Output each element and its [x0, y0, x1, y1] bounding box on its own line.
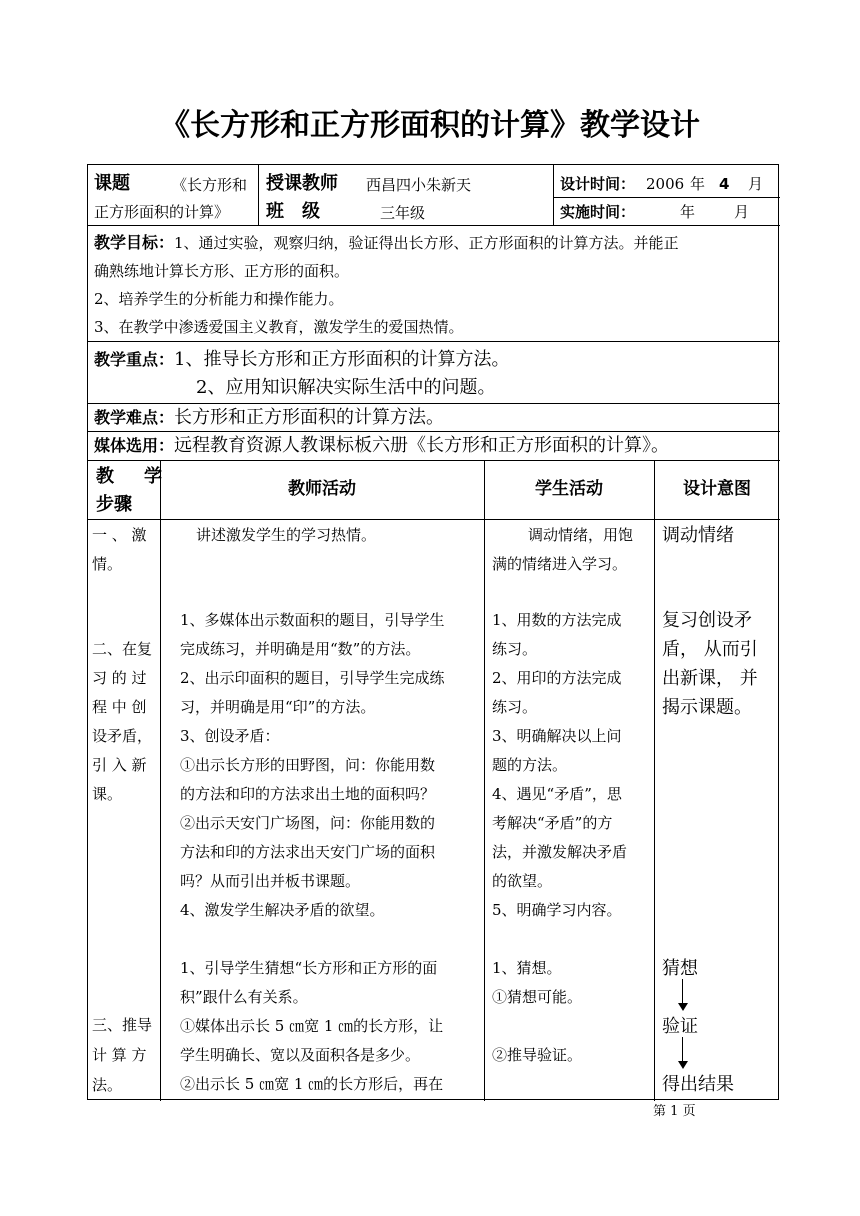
s2-teacher-0: 1、多媒体出示数面积的题目，引导学生	[180, 611, 445, 629]
col-step-line2: 步骤	[96, 494, 132, 515]
design-time-label: 设计时间：	[560, 175, 636, 193]
design-time-month-unit: 月	[748, 175, 764, 193]
difficulty-text: 长方形和正方形面积的计算方法。	[174, 407, 445, 428]
difficulty-label: 教学难点：	[94, 408, 175, 427]
s2-teacher-5: ①出示长方形的田野图，问：你能用数	[180, 756, 436, 774]
course-value-line2: 正方形面积的计算》	[94, 203, 230, 221]
s1-teacher-line1: 讲述激发学生的学习热情。	[196, 526, 377, 544]
s2-student-3: 练习。	[492, 698, 538, 716]
s2-intent-3: 揭示课题。	[662, 697, 752, 718]
goals-line4: 3、在教学中渗透爱国主义教育，激发学生的爱国热情。	[94, 318, 464, 336]
impl-time-label: 实施时间：	[560, 203, 636, 221]
class-label: 班 级	[266, 201, 320, 222]
s2-student-8: 法，并激发解决矛盾	[492, 843, 628, 861]
s2-teacher-3: 习，并明确是用“印”的方法。	[180, 698, 376, 716]
s2-teacher-8: 方法和印的方法求出天安门广场的面积	[180, 843, 436, 861]
s2-intent-1: 盾， 从而引	[662, 639, 758, 660]
s2-student-6: 4、遇见“矛盾”，思	[492, 785, 622, 803]
s2-teacher-6: 的方法和印的方法求出土地的面积吗？	[180, 785, 436, 803]
col-intent: 设计意图	[683, 479, 751, 499]
goals-line1: 1、通过实验，观察归纳，验证得出长方形、正方形面积的计算方法。并能正	[174, 234, 679, 252]
s3-student-0: 1、猜想。	[492, 959, 562, 977]
col-student: 学生活动	[535, 479, 603, 499]
class-value: 三年级	[380, 204, 426, 222]
s3-teacher-2: ①媒体出示长 5 ㎝宽 1 ㎝的长方形，让	[180, 1017, 444, 1035]
s1-intent: 调动情绪	[662, 525, 734, 546]
s1-student-line2: 满的情绪进入学习。	[492, 555, 628, 573]
s2-step-3: 设矛盾，	[92, 727, 153, 745]
goals-line2: 确熟练地计算长方形、正方形的面积。	[94, 262, 350, 280]
s2-teacher-2: 2、出示印面积的题目，引导学生完成练	[180, 669, 445, 687]
s3-intent-1: 验证	[662, 1016, 698, 1037]
s3-intent-2: 得出结果	[662, 1074, 734, 1095]
flow-arrow-1	[682, 979, 683, 1009]
s2-intent-2: 出新课， 并	[662, 668, 758, 689]
s3-step-2: 法。	[92, 1076, 123, 1094]
s3-step-0: 三、推导	[92, 1016, 153, 1034]
col-teacher: 教师活动	[288, 479, 356, 499]
page-number: 1	[670, 1104, 679, 1119]
impl-time-month-unit: 月	[734, 203, 750, 221]
s2-student-4: 3、明确解决以上问	[492, 727, 622, 745]
teacher-label: 授课教师	[266, 173, 338, 194]
s2-step-1: 习 的 过	[92, 669, 147, 687]
media-label: 媒体选用：	[94, 436, 175, 455]
s2-step-4: 引 入 新	[92, 756, 147, 774]
s2-student-9: 的欲望。	[492, 872, 553, 890]
key-points-label: 教学重点：	[94, 350, 175, 369]
s2-teacher-4: 3、创设矛盾：	[180, 727, 280, 745]
document-title: 《长方形和正方形面积的计算》教学设计	[160, 108, 700, 143]
s2-step-2: 程 中 创	[92, 698, 147, 716]
s2-student-10: 5、明确学习内容。	[492, 901, 622, 919]
s1-step-line2: 情。	[92, 555, 123, 573]
s2-teacher-1: 完成练习，并明确是用“数”的方法。	[180, 640, 421, 658]
key-points-line1: 1、推导长方形和正方形面积的计算方法。	[174, 349, 510, 370]
goals-line3: 2、培养学生的分析能力和操作能力。	[94, 290, 344, 308]
s2-step-5: 课。	[92, 785, 123, 803]
s3-step-1: 计 算 方	[92, 1046, 147, 1064]
page-unit: 页	[682, 1104, 696, 1119]
s3-student-2: ②推导验证。	[492, 1046, 583, 1064]
media-text: 远程教育资源人教课标板六册《长方形和正方形面积的计算》。	[174, 435, 670, 456]
s2-teacher-7: ②出示天安门广场图，问：你能用数的	[180, 814, 436, 832]
s2-student-2: 2、用印的方法完成	[492, 669, 622, 687]
teacher-value: 西昌四小朱新天	[366, 176, 472, 194]
course-label: 课题	[94, 173, 130, 194]
key-points-line2: 2、应用知识解决实际生活中的问题。	[196, 377, 496, 398]
s3-teacher-4: ②出示长 5 ㎝宽 1 ㎝的长方形后，再在	[180, 1075, 444, 1093]
s1-student-line1: 调动情绪，用饱	[528, 526, 634, 544]
s2-student-0: 1、用数的方法完成	[492, 611, 622, 629]
design-time-year-unit: 年	[690, 175, 706, 193]
design-time-month: 4	[719, 175, 730, 193]
s2-intent-0: 复习创设矛	[662, 610, 752, 631]
s3-teacher-3: 学生明确长、宽以及面积各是多少。	[180, 1046, 421, 1064]
s3-teacher-0: 1、引导学生猜想“长方形和正方形的面	[180, 959, 438, 977]
s3-intent-0: 猜想	[662, 958, 698, 979]
s3-teacher-1: 积”跟什么有关系。	[180, 988, 308, 1006]
s1-step-line1: 一 、 激	[92, 526, 147, 544]
lesson-plan-table	[87, 164, 779, 1100]
s3-student-1: ①猜想可能。	[492, 988, 583, 1006]
impl-time-year-unit: 年	[680, 203, 696, 221]
s2-student-1: 练习。	[492, 640, 538, 658]
s2-teacher-10: 4、激发学生解决矛盾的欲望。	[180, 901, 385, 919]
goals-label: 教学目标：	[94, 233, 175, 252]
flow-arrow-2	[682, 1037, 683, 1067]
s2-teacher-9: 吗？从而引出并板书课题。	[180, 872, 361, 890]
design-time-year: 2006	[646, 175, 685, 193]
page-footer	[653, 1100, 696, 1119]
col-step-line1: 教 学	[96, 466, 168, 487]
page-label: 第	[653, 1104, 667, 1119]
s2-step-0: 二、在复	[92, 640, 153, 658]
course-value-line1: 《长方形和	[172, 176, 248, 194]
s2-student-5: 题的方法。	[492, 756, 568, 774]
s2-student-7: 考解决“矛盾”的方	[492, 814, 613, 832]
